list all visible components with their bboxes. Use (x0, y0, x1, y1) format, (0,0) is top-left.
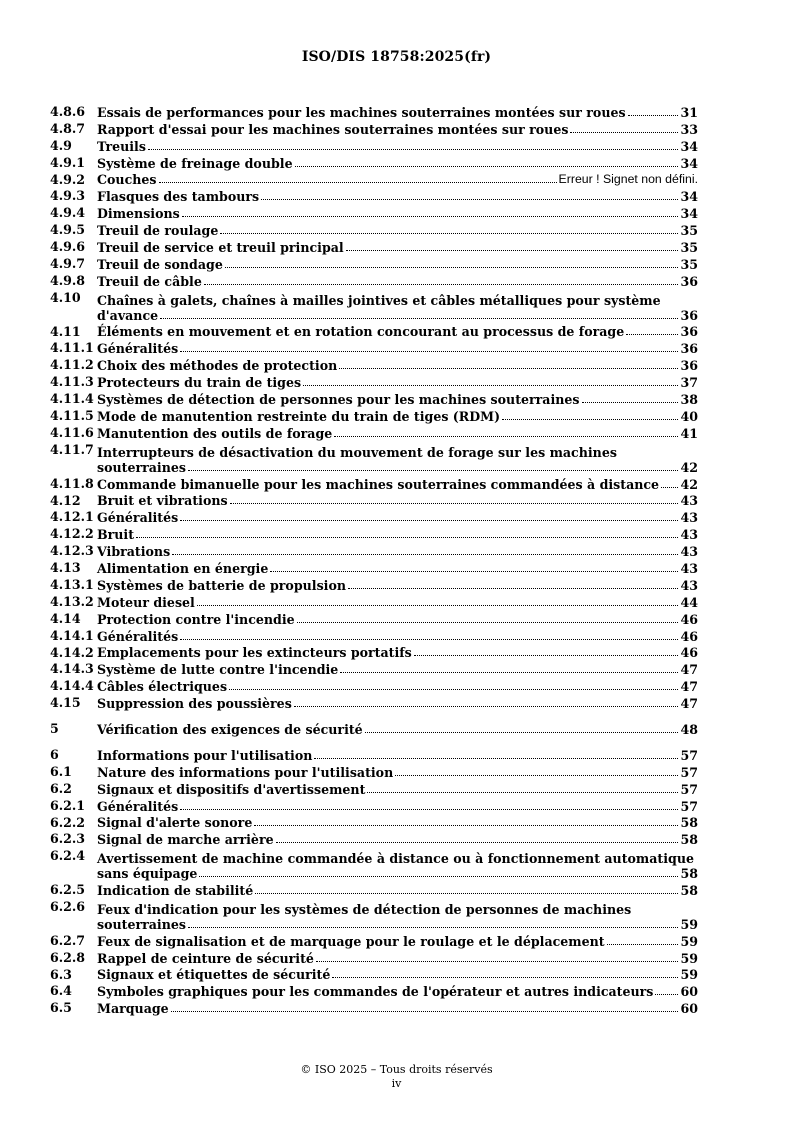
dot-leader (276, 841, 678, 843)
toc-entry-number: 4.12.3 (50, 543, 94, 559)
toc-entry[interactable] (50, 221, 698, 238)
toc-entry-number: 4.9 (50, 137, 72, 153)
dot-leader (159, 181, 557, 183)
dot-leader (270, 570, 678, 572)
toc-entry-page: 38 (680, 392, 698, 408)
toc-entry-number: 4.9.7 (50, 256, 86, 272)
toc-entry[interactable] (50, 154, 698, 171)
dot-leader (197, 604, 678, 606)
toc-entry[interactable] (50, 542, 698, 559)
toc-entry-page: 36 (680, 307, 698, 323)
toc-entry-title: Protection contre l'incendie (97, 611, 295, 627)
dot-leader (180, 350, 678, 352)
toc-entry-title: Signal d'alerte sonore (97, 815, 253, 831)
toc-entry[interactable] (50, 238, 698, 255)
toc-entry-title: Symboles graphiques pour les commandes de l'opérateur et autres indicateurs (97, 984, 654, 1000)
dot-leader (346, 249, 678, 251)
toc-entry-title: Suppression des poussières (97, 696, 292, 712)
toc-entry-number: 6.2.8 (50, 949, 86, 965)
toc-entry-page: 36 (680, 358, 698, 374)
toc-entry-title: Treuil de roulage (97, 223, 219, 239)
toc-entry-number: 4.13 (50, 560, 81, 576)
toc-entry-title: Systèmes de détection de personnes pour les machines souterraines (97, 392, 580, 408)
toc-entry-page: 58 (680, 815, 698, 831)
table-of-contents (50, 103, 698, 1016)
toc-entry-page: 46 (680, 628, 698, 644)
toc-entry-number: 6.2.6 (50, 899, 86, 915)
toc-entry-page: 44 (680, 594, 698, 610)
toc-entry[interactable] (50, 932, 698, 949)
toc-entry[interactable] (50, 339, 698, 356)
toc-entry[interactable] (50, 881, 698, 898)
dot-leader (582, 401, 679, 403)
toc-entry-title-line1: Interrupteurs de désactivation du mouvement de forage sur les machines (97, 444, 617, 460)
toc-entry-title: Généralités (97, 798, 179, 814)
toc-entry-title: Choix des méthodes de protection (97, 358, 338, 374)
dot-leader (182, 215, 678, 217)
toc-entry-number: 4.11.7 (50, 441, 94, 457)
copyright-notice: © ISO 2025 – Tous droits réservés (300, 1063, 493, 1076)
toc-entry-number: 4.8.6 (50, 104, 86, 119)
toc-entry-title: Dimensions (97, 206, 180, 222)
toc-entry-title: Manutention des outils de forage (97, 425, 333, 441)
toc-entry-number: 6.2.2 (50, 814, 86, 830)
toc-entry-title-line1: Avertissement de machine commandée à distance ou à fonctionnement automatique (97, 851, 694, 867)
toc-entry-title: Rappel de ceinture de sécurité (97, 950, 314, 966)
toc-entry-page: 34 (680, 155, 698, 171)
dot-leader (180, 519, 678, 521)
toc-entry-page: 57 (680, 764, 698, 780)
toc-entry-page: 42 (680, 459, 698, 475)
toc-entry-title: Vibrations (97, 544, 171, 560)
toc-entry-number: 4.9.3 (50, 188, 86, 204)
toc-entry-number: 4.11 (50, 323, 81, 339)
toc-entry-number: 6.2.7 (50, 932, 86, 948)
toc-entry-page: 36 (680, 273, 698, 289)
dot-leader (297, 621, 678, 623)
document-header: ISO/DIS 18758:2025(fr) (301, 49, 492, 65)
toc-entry-page: 59 (680, 967, 698, 983)
toc-entry[interactable] (50, 187, 698, 204)
toc-entry[interactable] (50, 272, 698, 289)
toc-entry[interactable] (50, 999, 698, 1016)
toc-entry-title: Marquage (97, 1001, 169, 1017)
toc-entry-number: 6.4 (50, 983, 72, 999)
toc-entry-number: 4.9.4 (50, 205, 86, 221)
toc-entry-page: 43 (680, 560, 698, 576)
dot-leader (136, 536, 678, 538)
toc-entry-number: 4.14.1 (50, 627, 94, 643)
toc-entry-title: souterraines (97, 916, 186, 932)
toc-entry-page: 34 (680, 138, 698, 154)
toc-entry-title: Bruit et vibrations (97, 493, 228, 509)
toc-entry-number: 4.13.2 (50, 593, 94, 609)
toc-entry-title: Vérification des exigences de sécurité (97, 721, 363, 737)
toc-entry-number: 4.14 (50, 610, 81, 626)
dot-leader (626, 333, 678, 335)
toc-entry-title: Généralités (97, 510, 179, 526)
toc-entry-page: 43 (680, 527, 698, 543)
toc-entry-number: 4.12.1 (50, 509, 94, 525)
toc-entry[interactable] (50, 475, 698, 492)
toc-entry-page: 42 (680, 476, 698, 492)
toc-entry-title-line1: Feux d'indication pour les systèmes de détection de personnes de machines (97, 901, 632, 917)
toc-entry-page: 57 (680, 781, 698, 797)
toc-entry-number: 4.14.2 (50, 644, 94, 660)
toc-entry-title: Câbles électriques (97, 679, 228, 695)
toc-entry-title: Treuil de sondage (97, 256, 223, 272)
toc-entry[interactable] (50, 171, 698, 188)
toc-entry-page: 36 (680, 324, 698, 340)
toc-entry[interactable] (50, 390, 698, 407)
toc-entry[interactable] (50, 694, 698, 711)
toc-entry-page: 57 (680, 747, 698, 763)
toc-entry[interactable] (50, 660, 698, 677)
toc-entry-title: Alimentation en énergie (97, 560, 269, 576)
toc-entry-number: 4.9.1 (50, 154, 86, 170)
toc-entry-number: 6.2 (50, 780, 72, 796)
toc-entry-page: 43 (680, 493, 698, 509)
dot-leader (148, 148, 678, 150)
toc-entry-title: sans équipage (97, 866, 198, 882)
toc-entry-number: 4.12.2 (50, 526, 94, 542)
dot-leader (655, 993, 678, 995)
toc-entry[interactable] (50, 677, 698, 694)
dot-leader (172, 553, 678, 555)
toc-entry[interactable] (50, 103, 698, 120)
toc-entry[interactable] (50, 441, 698, 475)
toc-entry[interactable] (50, 289, 698, 323)
dot-leader (255, 892, 678, 894)
dot-leader (661, 486, 678, 488)
toc-entry-title: Éléments en mouvement et en rotation concourant au processus de forage (97, 324, 625, 340)
toc-entry-number: 6.5 (50, 1000, 72, 1016)
toc-entry-number: 4.11.4 (50, 391, 94, 407)
toc-entry-title: Indication de stabilité (97, 883, 254, 899)
dot-leader (261, 198, 678, 200)
toc-entry[interactable] (50, 644, 698, 661)
toc-entry-page: 58 (680, 866, 698, 882)
toc-entry-number: 6.2.1 (50, 797, 86, 813)
toc-entry-number: 4.11.2 (50, 357, 94, 373)
dot-leader (303, 384, 678, 386)
toc-entry-page: 59 (680, 916, 698, 932)
toc-entry-title: Feux de signalisation et de marquage pour le roulage et le déplacement (97, 933, 605, 949)
toc-entry-title: d'avance (97, 307, 159, 323)
toc-entry-title: Système de lutte contre l'incendie (97, 662, 339, 678)
toc-entry-page: 35 (680, 223, 698, 239)
toc-entry-number: 4.9.6 (50, 239, 86, 255)
toc-entry-title: Mode de manutention restreinte du train de tiges (RDM) (97, 408, 501, 424)
toc-entry[interactable] (50, 780, 698, 797)
toc-entry-title: Rapport d'essai pour les machines souterraines montées sur roues (97, 121, 569, 137)
toc-entry-page: 43 (680, 544, 698, 560)
toc-entry-title: Bruit (97, 527, 135, 543)
toc-entry-number: 4.8.7 (50, 120, 86, 136)
toc-entry-number: 6.2.3 (50, 831, 86, 847)
dot-leader (180, 808, 678, 810)
toc-entry[interactable] (50, 525, 698, 542)
toc-entry-number: 4.11.8 (50, 475, 94, 491)
dot-leader (180, 638, 678, 640)
toc-entry[interactable] (50, 966, 698, 983)
toc-entry-title-line1: Chaînes à galets, chaînes à mailles jointives et câbles métalliques pour système (97, 292, 661, 308)
dot-leader (365, 731, 678, 733)
toc-entry[interactable] (50, 627, 698, 644)
toc-entry[interactable] (50, 982, 698, 999)
toc-entry-title: Flasques des tambours (97, 189, 260, 205)
toc-entry-title: Système de freinage double (97, 155, 293, 171)
toc-entry[interactable] (50, 593, 698, 610)
toc-entry-number: 6.3 (50, 966, 72, 982)
toc-entry-number: 4.9.2 (50, 171, 86, 187)
page-number: iv (391, 1077, 402, 1090)
toc-entry[interactable] (50, 255, 698, 272)
dot-leader (171, 1010, 678, 1012)
dot-leader (607, 943, 678, 945)
toc-entry-number: 4.12 (50, 492, 81, 508)
toc-entry[interactable] (50, 814, 698, 831)
toc-entry[interactable] (50, 137, 698, 154)
dot-leader (230, 502, 678, 504)
dot-leader (395, 774, 678, 776)
toc-entry[interactable] (50, 323, 698, 340)
dot-leader (348, 587, 678, 589)
toc-entry-title: Nature des informations pour l'utilisation (97, 764, 394, 780)
dot-leader (188, 469, 678, 471)
toc-entry[interactable] (50, 424, 698, 441)
toc-entry-number: 4.14.3 (50, 661, 94, 677)
dot-leader (334, 435, 678, 437)
toc-entry[interactable] (50, 120, 698, 137)
toc-entry-title: Informations pour l'utilisation (97, 747, 313, 763)
toc-entry-page: 33 (680, 121, 698, 137)
dot-leader (316, 960, 678, 962)
dot-leader (204, 283, 678, 285)
toc-entry-page: 46 (680, 645, 698, 661)
toc-entry[interactable] (50, 949, 698, 966)
toc-entry-page: 60 (680, 1001, 698, 1017)
toc-entry-title: Signal de marche arrière (97, 832, 274, 848)
dot-leader (254, 824, 678, 826)
toc-entry-title: Treuil de câble (97, 273, 202, 289)
toc-entry-page: 58 (680, 832, 698, 848)
toc-entry-page: 34 (680, 206, 698, 222)
dot-leader (570, 131, 678, 133)
toc-entry[interactable] (50, 407, 698, 424)
toc-entry[interactable] (50, 746, 698, 763)
toc-entry[interactable] (50, 559, 698, 576)
toc-entry-number: 4.15 (50, 695, 81, 711)
toc-entry[interactable] (50, 830, 698, 847)
toc-entry-page: 36 (680, 341, 698, 357)
toc-entry-number: 6.1 (50, 763, 72, 779)
toc-entry-page: 47 (680, 679, 698, 695)
toc-entry-number: 4.11.6 (50, 424, 94, 440)
toc-entry-page: 46 (680, 611, 698, 627)
toc-entry-page: 59 (680, 933, 698, 949)
toc-entry-page: 31 (680, 104, 698, 120)
toc-entry[interactable] (50, 356, 698, 373)
toc-entry-page: 34 (680, 189, 698, 205)
toc-entry[interactable] (50, 847, 698, 881)
toc-entry-title: Couches (97, 172, 157, 188)
dot-leader (502, 418, 678, 420)
toc-entry[interactable] (50, 373, 698, 390)
toc-entry[interactable] (50, 576, 698, 593)
toc-entry-title: Treuil de service et treuil principal (97, 240, 344, 256)
toc-entry-number: 6.2.5 (50, 882, 86, 898)
dot-leader (220, 232, 678, 234)
toc-entry[interactable] (50, 720, 698, 737)
toc-entry-page: 40 (680, 408, 698, 424)
dot-leader (295, 165, 678, 167)
toc-entry-title: Signaux et dispositifs d'avertissement (97, 781, 366, 797)
toc-entry-page: 48 (680, 721, 698, 737)
dot-leader (340, 671, 678, 673)
toc-entry-page: 43 (680, 510, 698, 526)
toc-entry-title: Généralités (97, 341, 179, 357)
toc-entry-number: 6.2.4 (50, 848, 86, 864)
toc-entry-number: 5 (50, 721, 59, 737)
toc-entry-title: Emplacements pour les extincteurs portatifs (97, 645, 412, 661)
toc-entry[interactable] (50, 797, 698, 814)
toc-entry-page: 57 (680, 798, 698, 814)
toc-entry[interactable] (50, 898, 698, 932)
toc-entry-page: 59 (680, 950, 698, 966)
toc-entry-title: Protecteurs du train de tiges (97, 375, 302, 391)
page-footer (0, 1063, 793, 1091)
toc-entry[interactable] (50, 204, 698, 221)
toc-entry-page: 43 (680, 577, 698, 593)
toc-entry[interactable] (50, 610, 698, 627)
toc-entry-page: 47 (680, 696, 698, 712)
toc-entry-number: 4.11.3 (50, 374, 94, 390)
toc-entry-title: Moteur diesel (97, 594, 195, 610)
dot-leader (414, 654, 678, 656)
toc-entry-number: 4.9.5 (50, 222, 86, 238)
toc-entry-title: Généralités (97, 628, 179, 644)
toc-entry-page: 41 (680, 425, 698, 441)
dot-leader (314, 757, 678, 759)
toc-entry-page: 60 (680, 984, 698, 1000)
dot-leader (229, 688, 678, 690)
toc-entry[interactable] (50, 763, 698, 780)
toc-entry-number: 4.10 (50, 289, 81, 305)
toc-entry-number: 4.14.4 (50, 678, 94, 694)
toc-entry-title: Treuils (97, 138, 146, 154)
dot-leader (367, 791, 678, 793)
toc-entry-page: 37 (680, 375, 698, 391)
toc-entry-page: 58 (680, 883, 698, 899)
dot-leader (332, 976, 678, 978)
toc-entry-number: 4.13.1 (50, 576, 94, 592)
toc-entry-number: 4.11.5 (50, 408, 94, 424)
dot-leader (294, 705, 678, 707)
toc-entry-number: 6 (50, 746, 59, 762)
dot-leader (160, 317, 678, 319)
toc-entry-page: 47 (680, 662, 698, 678)
toc-entry-title: Systèmes de batterie de propulsion (97, 577, 346, 593)
dot-leader (339, 367, 678, 369)
toc-entry-number: 4.9.8 (50, 272, 86, 288)
toc-entry[interactable] (50, 492, 698, 509)
toc-entry-title: Commande bimanuelle pour les machines souterraines commandées à distance (97, 476, 660, 492)
toc-entry-page: 35 (680, 240, 698, 256)
toc-entry-page: Erreur ! Signet non défini. (558, 172, 698, 187)
dot-leader (188, 926, 678, 928)
toc-entry-title: Essais de performances pour les machines souterraines montées sur roues (97, 104, 626, 120)
toc-entry-title: souterraines (97, 459, 186, 475)
toc-entry-page: 35 (680, 256, 698, 272)
toc-entry[interactable] (50, 508, 698, 525)
dot-leader (225, 266, 678, 268)
toc-entry-title: Signaux et étiquettes de sécurité (97, 967, 331, 983)
dot-leader (199, 875, 678, 877)
dot-leader (628, 114, 678, 116)
toc-entry-number: 4.11.1 (50, 340, 94, 356)
